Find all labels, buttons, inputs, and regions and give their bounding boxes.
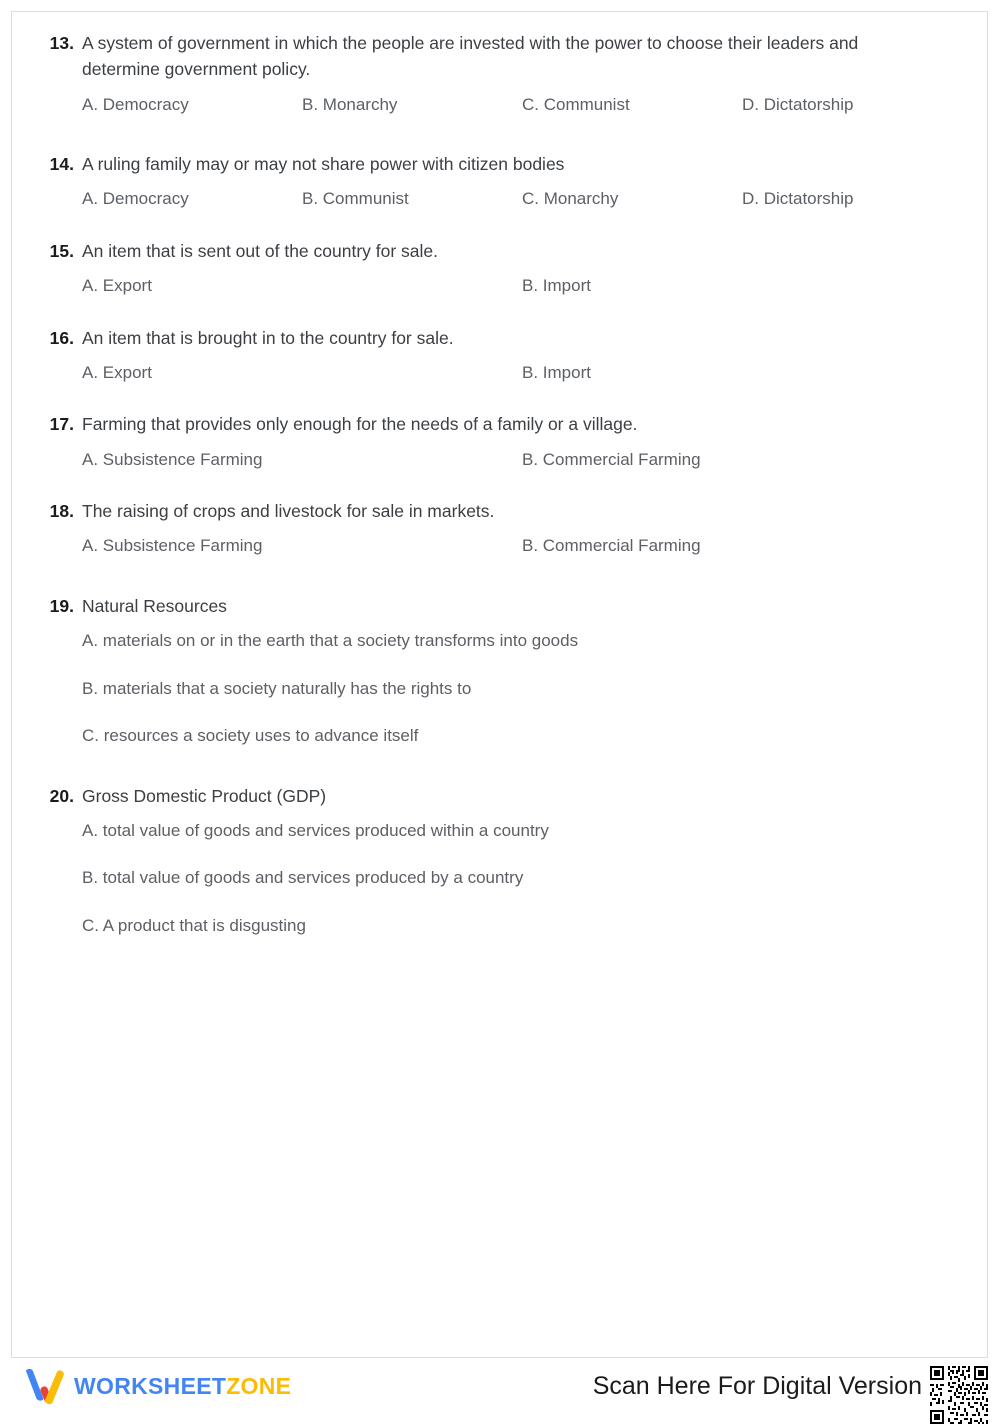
question-16-text: An item that is brought in to the country for sale. (82, 327, 454, 348)
question-16-number: 16. (49, 327, 74, 348)
question-13-option-c[interactable]: C. Communist (522, 94, 630, 114)
question-13-options-row (32, 92, 967, 118)
question-18-option-a[interactable]: A. Subsistence Farming (82, 536, 263, 556)
question-20-number: 20. (49, 785, 74, 806)
question-13 (32, 30, 967, 117)
question-13-text: A system of government in which the people are invested with the power to choose their leaders and determine government policy. (82, 33, 859, 80)
scan-label: Scan Here For Digital Version (592, 1372, 922, 1400)
question-20-option-c[interactable]: C. A product that is disgusting (82, 915, 306, 935)
question-14-header (32, 151, 967, 177)
question-20-header (32, 783, 967, 809)
question-14-option-c[interactable]: C. Monarchy (522, 189, 619, 209)
question-14-option-b[interactable]: B. Communist (302, 189, 409, 209)
question-13-options (32, 92, 967, 118)
brand-secondary-text: ZONE (226, 1372, 292, 1399)
spacer (32, 117, 967, 151)
question-14 (32, 151, 967, 212)
question-19-option-b[interactable]: B. materials that a society naturally has the rights to (82, 678, 472, 698)
question-17-options (32, 447, 967, 473)
question-14-option-a[interactable]: A. Democracy (82, 189, 189, 209)
question-15-option-a[interactable]: A. Export (82, 276, 152, 295)
question-15-options-row (32, 273, 967, 299)
question-16-header (32, 325, 967, 351)
question-13-option-d[interactable]: D. Dictatorship (742, 94, 854, 114)
questions-container (12, 12, 987, 938)
spacer (32, 749, 967, 783)
question-19-options (32, 628, 967, 749)
question-17-number: 17. (49, 414, 74, 435)
question-20-option-a[interactable]: A. total value of goods and services produced within a country (82, 820, 549, 840)
spacer (32, 385, 967, 411)
spacer (32, 212, 967, 238)
question-20-options (32, 818, 967, 939)
question-19-option-c[interactable]: C. resources a society uses to advance itself (82, 726, 419, 745)
question-15-number: 15. (49, 240, 74, 261)
qr-code-icon[interactable] (926, 1362, 992, 1428)
spacer (32, 299, 967, 325)
question-15 (32, 238, 967, 299)
question-18-options (32, 533, 967, 559)
question-20 (32, 783, 967, 939)
question-17-header (32, 411, 967, 437)
question-16-option-b[interactable]: B. Import (522, 362, 591, 382)
question-17-option-a[interactable]: A. Subsistence Farming (82, 449, 263, 469)
question-16-options (32, 360, 967, 386)
question-16-options-row (32, 360, 967, 386)
question-17-options-row (32, 447, 967, 473)
question-15-text: An item that is sent out of the country for sale. (82, 240, 439, 261)
question-20-option-b[interactable]: B. total value of goods and services produced by a country (82, 868, 524, 888)
question-19-number: 19. (49, 595, 74, 616)
question-16-option-a[interactable]: A. Export (82, 362, 152, 382)
question-14-number: 14. (49, 154, 74, 174)
brand-wordmark (74, 1373, 291, 1400)
question-14-option-d[interactable]: D. Dictatorship (742, 189, 854, 209)
question-18-option-b[interactable]: B. Commercial Farming (522, 536, 701, 556)
question-19 (32, 593, 967, 749)
question-19-option-a[interactable]: A. materials on or in the earth that a society transforms into goods (82, 631, 579, 650)
question-14-text: A ruling family may or may not share power with citizen bodies (82, 154, 565, 174)
question-15-options (32, 273, 967, 299)
spacer (32, 472, 967, 498)
question-18-number: 18. (49, 501, 74, 521)
question-17 (32, 411, 967, 472)
question-13-number: 13. (49, 33, 74, 53)
page-footer (0, 1362, 1000, 1414)
question-19-header (32, 593, 967, 619)
question-13-header (32, 30, 967, 83)
question-18-header (32, 498, 967, 524)
question-15-option-b[interactable]: B. Import (522, 276, 591, 295)
question-19-text: Natural Resources (82, 595, 227, 616)
question-16 (32, 325, 967, 386)
question-20-text: Gross Domestic Product (GDP) (82, 785, 327, 806)
question-14-options-row (32, 186, 967, 212)
question-13-option-b[interactable]: B. Monarchy (302, 94, 398, 114)
question-18 (32, 498, 967, 559)
question-15-header (32, 238, 967, 264)
worksheet-zone-w-logo-icon (22, 1368, 64, 1404)
worksheet-page (11, 11, 988, 1358)
brand-primary-text: WORKSHEET (74, 1372, 227, 1399)
worksheet-zone-logo[interactable] (22, 1368, 291, 1404)
question-14-options (32, 186, 967, 212)
question-17-option-b[interactable]: B. Commercial Farming (522, 449, 701, 469)
question-18-options-row (32, 533, 967, 559)
spacer (32, 559, 967, 593)
question-18-text: The raising of crops and livestock for sale in markets. (82, 501, 495, 521)
question-13-option-a[interactable]: A. Democracy (82, 94, 189, 114)
question-17-text: Farming that provides only enough for the needs of a family or a village. (82, 414, 638, 435)
